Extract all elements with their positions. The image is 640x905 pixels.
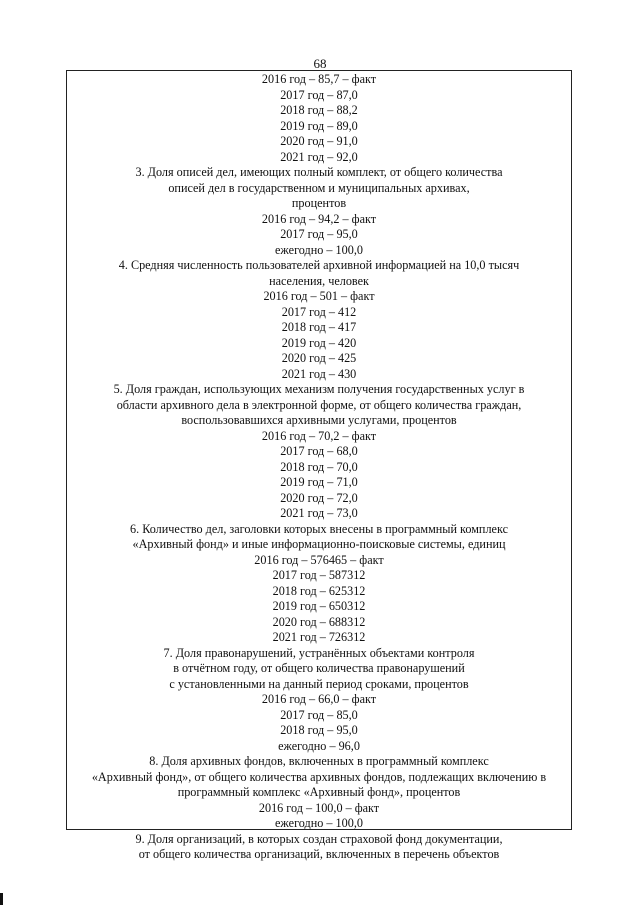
- text-line: 2018 год – 88,2: [280, 103, 358, 117]
- text-line: «Архивный фонд» и иные информационно-поисковые системы, единиц: [132, 537, 506, 551]
- text-line: 8. Доля архивных фондов, включенных в программный комплекс: [149, 754, 489, 768]
- text-line: программный комплекс «Архивный фонд», процентов: [177, 785, 461, 799]
- text-line: 2020 год – 72,0: [280, 490, 358, 505]
- text-line: «Архивный фонд», от общего количества архивных фондов, подлежащих включению в: [91, 769, 547, 784]
- text-line: от общего количества организаций, включенных в перечень объектов: [138, 847, 500, 861]
- text-line: 7. Доля правонарушений, устранённых объектами контроля: [163, 645, 475, 660]
- text-line: 2020 год – 91,0: [280, 134, 358, 148]
- text-line: 6. Количество дел, заголовки которых внесены в программный комплекс: [130, 521, 508, 536]
- text-line: в отчётном году, от общего количества правонарушений: [173, 661, 465, 675]
- page-number: 68: [313, 56, 327, 71]
- text-line: 2016 год – 501 – факт: [263, 289, 375, 303]
- text-line: процентов: [291, 196, 347, 210]
- text-line: 2017 год – 587312: [272, 568, 366, 582]
- indicator-block: [66, 72, 572, 165]
- text-line: 2020 год – 425: [281, 351, 357, 365]
- text-line: 4. Средняя численность пользователей архивной информацией на 10,0 тысяч: [118, 258, 520, 272]
- text-line: ежегодно – 96,0: [278, 738, 360, 753]
- text-line: 2021 год – 430: [281, 366, 357, 381]
- text-line: 2017 год – 68,0: [280, 444, 358, 458]
- text-line: 2017 год – 95,0: [280, 227, 358, 241]
- text-line: 2016 год – 70,2 – факт: [261, 428, 377, 443]
- text-line: описей дел в государственном и муниципальных архивах,: [168, 180, 470, 195]
- text-line: 2016 год – 66,0 – факт: [261, 692, 377, 706]
- text-line: населения, человек: [269, 273, 369, 288]
- text-line: 9. Доля организаций, в которых создан страховой фонд документации,: [135, 831, 503, 846]
- text-line: 2018 год – 417: [281, 320, 357, 334]
- text-line: 2018 год – 625312: [272, 583, 366, 598]
- text-line: 5. Доля граждан, использующих механизм получения государственных услуг в: [113, 382, 525, 396]
- text-line: с установленными на данный период сроками, процентов: [169, 676, 469, 691]
- text-line: 2019 год – 89,0: [280, 118, 358, 133]
- indicator-block: [66, 522, 572, 646]
- text-line: 2017 год – 87,0: [280, 87, 358, 102]
- text-line: 2019 год – 71,0: [280, 475, 358, 489]
- text-line: ежегодно – 100,0: [275, 816, 363, 830]
- text-line: 2018 год – 70,0: [280, 459, 358, 474]
- text-line: воспользовавшихся архивными услугами, процентов: [181, 413, 457, 427]
- text-line: 2019 год – 420: [281, 335, 357, 350]
- text-line: ежегодно – 100,0: [275, 242, 363, 257]
- text-line: 2016 год – 576465 – факт: [254, 552, 384, 567]
- indicator-block: [66, 646, 572, 755]
- text-line: 2018 год – 95,0: [280, 723, 358, 737]
- text-line: 2017 год – 412: [281, 304, 357, 319]
- text-line: 2021 год – 726312: [272, 630, 366, 644]
- text-line: 2017 год – 85,0: [280, 707, 358, 722]
- document-content: [66, 72, 572, 863]
- text-line: 2016 год – 85,7 – факт: [261, 72, 377, 86]
- text-line: 2016 год – 100,0 – факт: [258, 800, 380, 815]
- text-line: 2021 год – 92,0: [280, 149, 358, 164]
- indicator-block: [66, 832, 572, 863]
- indicator-block: [66, 754, 572, 832]
- indicator-block: [66, 165, 572, 258]
- scan-artifact-mark: [0, 893, 3, 905]
- text-line: 3. Доля описей дел, имеющих полный комплект, от общего количества: [135, 165, 503, 179]
- text-line: 2020 год – 688312: [272, 614, 366, 629]
- text-line: 2021 год – 73,0: [280, 506, 358, 520]
- indicator-block: [66, 258, 572, 382]
- indicator-block: [66, 382, 572, 522]
- text-line: области архивного дела в электронной форме, от общего количества граждан,: [116, 397, 522, 412]
- text-line: 2019 год – 650312: [272, 599, 366, 613]
- text-line: 2016 год – 94,2 – факт: [261, 211, 377, 226]
